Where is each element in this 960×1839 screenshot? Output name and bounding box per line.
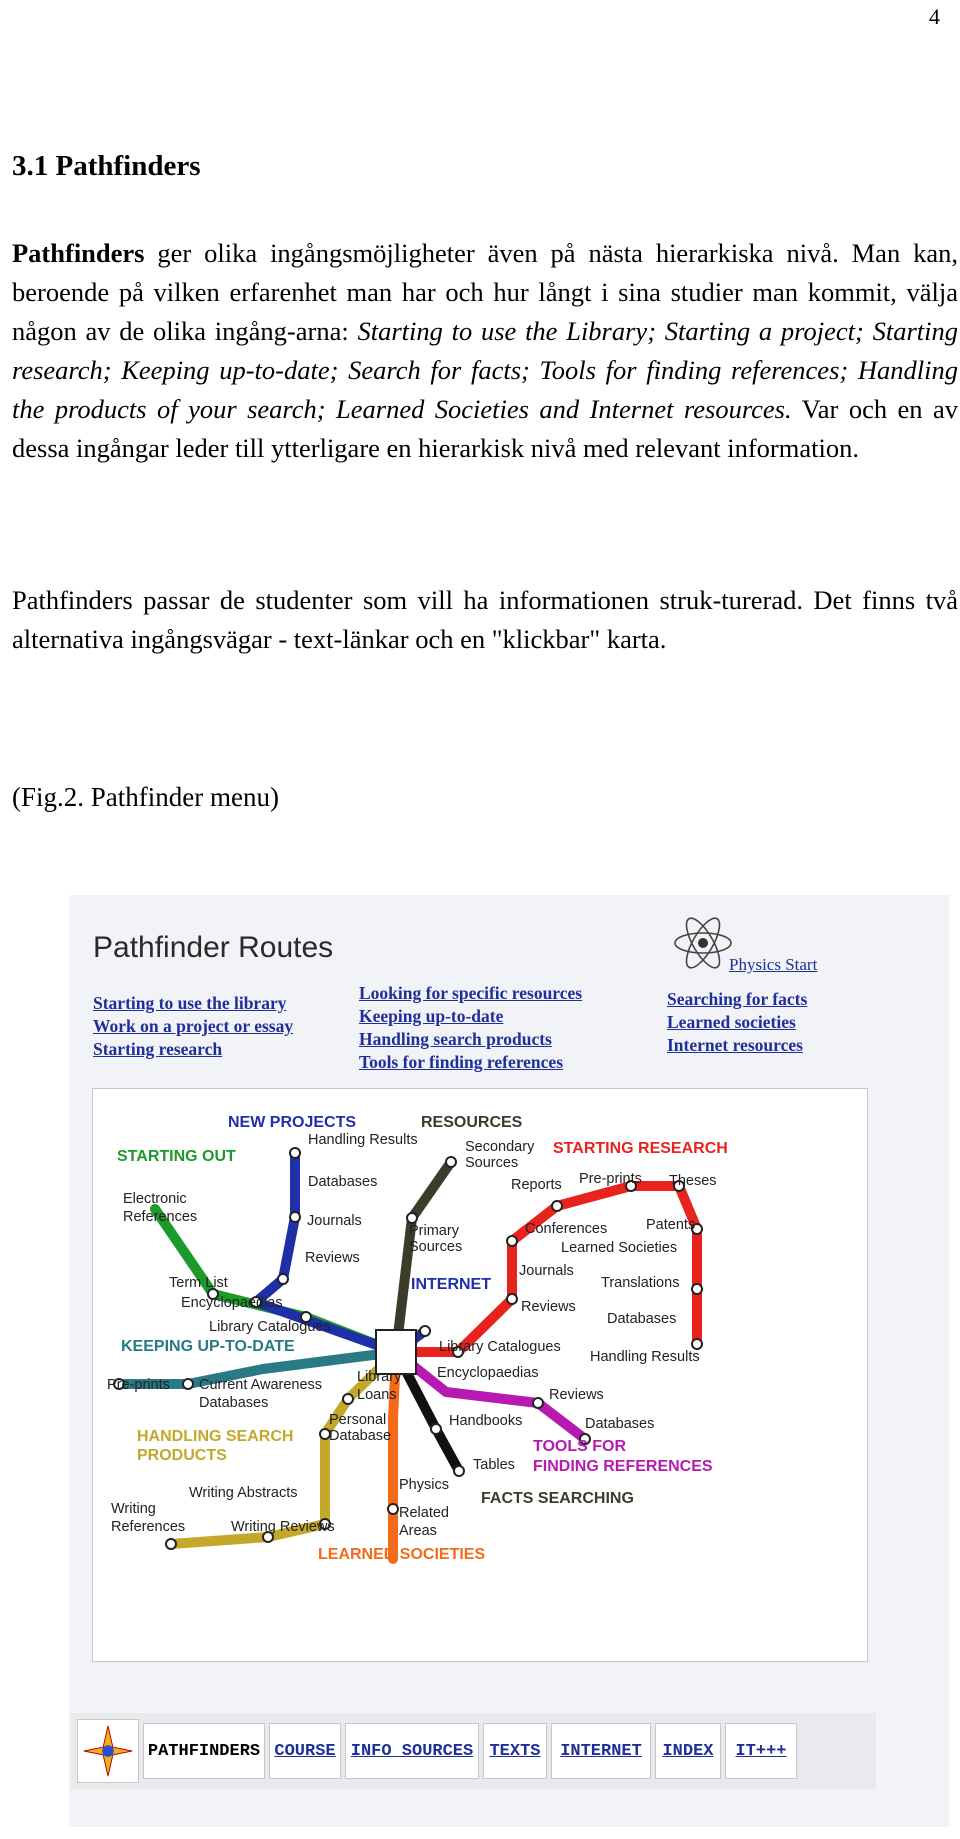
station-label[interactable]: Library Catalogues bbox=[439, 1339, 561, 1355]
station-label[interactable]: Tables bbox=[473, 1457, 515, 1473]
route-link[interactable]: Work on a project or essay bbox=[93, 1016, 294, 1036]
station-label[interactable]: Translations bbox=[601, 1275, 680, 1291]
route-link[interactable]: Handling search products bbox=[359, 1029, 552, 1049]
para1-text-b: Var och en av dessa ingångar leder till ytterligare en hierarkisk nivå med relevant information. bbox=[12, 394, 958, 463]
station-label[interactable]: Reviews bbox=[305, 1250, 360, 1266]
station-dot[interactable] bbox=[290, 1148, 300, 1158]
paragraph-2: Pathfinders passar de studenter som vill ha informationen struk-turerad. Det finns två alternativa ingångsvägar - text-länkar och en "klickbar" karta. bbox=[12, 585, 958, 654]
nav-pathfinders[interactable]: PATHFINDERS bbox=[143, 1723, 265, 1779]
route-link[interactable]: Learned societies bbox=[667, 1012, 796, 1032]
routes-column-2 bbox=[359, 982, 582, 1074]
routes-column-1 bbox=[93, 992, 293, 1061]
station-label[interactable]: Database bbox=[329, 1428, 392, 1444]
station-label[interactable]: Handbooks bbox=[449, 1413, 523, 1429]
route-link[interactable]: Starting to use the library bbox=[93, 993, 287, 1013]
header-new-projects: NEW PROJECTS bbox=[228, 1114, 357, 1131]
bold-lead: Pathfinders bbox=[12, 238, 145, 268]
header-internet: INTERNET bbox=[411, 1276, 491, 1293]
nav-course[interactable]: COURSE bbox=[269, 1723, 341, 1779]
atom-logo-icon[interactable] bbox=[669, 909, 737, 977]
header-starting-research: STARTING RESEARCH bbox=[553, 1140, 728, 1157]
station-label[interactable]: Secondary bbox=[465, 1139, 535, 1155]
station-dot[interactable] bbox=[278, 1274, 288, 1284]
header-handling-2: PRODUCTS bbox=[137, 1447, 227, 1464]
header-tools-1: TOOLS FOR bbox=[533, 1438, 627, 1455]
station-label[interactable]: Databases bbox=[607, 1311, 677, 1327]
pathfinder-figure bbox=[69, 895, 949, 1827]
station-label[interactable]: Journals bbox=[519, 1263, 574, 1279]
section-heading: 3.1 Pathfinders bbox=[12, 150, 201, 182]
paragraph-1 bbox=[12, 234, 958, 468]
route-link[interactable]: Tools for finding references bbox=[359, 1052, 564, 1072]
station-label[interactable]: Conferences bbox=[525, 1221, 608, 1237]
station-label[interactable]: Sources bbox=[409, 1239, 463, 1255]
station-label[interactable]: Areas bbox=[399, 1523, 437, 1539]
station-label[interactable]: Reviews bbox=[549, 1387, 604, 1403]
station-dot[interactable] bbox=[183, 1379, 193, 1389]
station-dot[interactable] bbox=[692, 1284, 702, 1294]
station-label[interactable]: Current Awareness bbox=[199, 1377, 323, 1393]
station-label[interactable]: Pre-prints bbox=[107, 1377, 170, 1393]
station-label[interactable]: References bbox=[123, 1209, 198, 1225]
station-dot[interactable] bbox=[446, 1157, 456, 1167]
station-label[interactable]: Encyclopaedias bbox=[181, 1295, 283, 1311]
routes-column-3 bbox=[667, 988, 807, 1057]
station-dot[interactable] bbox=[407, 1213, 417, 1223]
header-facts: FACTS SEARCHING bbox=[481, 1490, 634, 1507]
station-dot[interactable] bbox=[388, 1504, 398, 1514]
station-label[interactable]: Databases bbox=[199, 1395, 269, 1411]
station-dot[interactable] bbox=[533, 1398, 543, 1408]
route-link[interactable]: Keeping up-to-date bbox=[359, 1006, 504, 1026]
station-label[interactable]: Library Catalogues bbox=[209, 1319, 331, 1335]
para1-italic-list: Starting to use the Library; Starting a project; Starting research; Keeping up-to-date; Search for facts; Tools for finding references; Handling the products of your search; Learned Societies and Internet resources. bbox=[12, 316, 958, 424]
station-label[interactable]: Reports bbox=[511, 1177, 562, 1193]
header-learned: LEARNED SOCIETIES bbox=[318, 1546, 486, 1563]
station-dot[interactable] bbox=[507, 1294, 517, 1304]
nav-info-sources[interactable]: INFO SOURCES bbox=[345, 1723, 479, 1779]
header-handling-1: HANDLING SEARCH bbox=[137, 1428, 294, 1445]
physics-start-link[interactable]: Physics Start bbox=[729, 955, 818, 974]
station-label[interactable]: Databases bbox=[585, 1416, 655, 1432]
station-label[interactable]: Writing bbox=[111, 1501, 156, 1517]
compass-logo-icon[interactable] bbox=[77, 1719, 139, 1783]
station-label[interactable]: Sources bbox=[465, 1155, 519, 1171]
station-label[interactable]: Encyclopaedias bbox=[437, 1365, 539, 1381]
header-tools-2: FINDING REFERENCES bbox=[533, 1458, 713, 1475]
station-label[interactable]: Physics bbox=[399, 1477, 449, 1493]
station-dot[interactable] bbox=[692, 1339, 702, 1349]
para1-text-a: ger olika ingångsmöjligheter även på nästa hierarkiska nivå. Man kan, beroende på vilken erfarenhet man har och hur långt i sina studier man kommit, välja någon av de olika ingång-arna: bbox=[12, 238, 958, 346]
nav-index[interactable]: INDEX bbox=[655, 1723, 721, 1779]
route-link[interactable]: Internet resources bbox=[667, 1035, 803, 1055]
station-label[interactable]: Writing Reviews bbox=[231, 1519, 335, 1535]
station-label[interactable]: Electronic bbox=[123, 1191, 187, 1207]
station-dot[interactable] bbox=[343, 1394, 353, 1404]
station-label[interactable]: Loans bbox=[357, 1387, 397, 1403]
line-resources[interactable] bbox=[396, 1162, 451, 1352]
station-dot[interactable] bbox=[507, 1236, 517, 1246]
central-hub[interactable] bbox=[376, 1330, 416, 1374]
figure-caption: (Fig.2. Pathfinder menu) bbox=[12, 782, 279, 812]
station-label[interactable]: Primary bbox=[409, 1223, 459, 1239]
nav-it[interactable]: IT+++ bbox=[725, 1723, 797, 1779]
header-keeping-up: KEEPING UP-TO-DATE bbox=[121, 1338, 295, 1355]
station-label[interactable]: Handling Results bbox=[590, 1349, 700, 1365]
station-label[interactable]: Personal bbox=[329, 1412, 387, 1428]
station-label[interactable]: Handling Results bbox=[308, 1132, 418, 1148]
station-dot[interactable] bbox=[290, 1212, 300, 1222]
station-label[interactable]: Pre-prints bbox=[579, 1171, 642, 1187]
route-link[interactable]: Starting research bbox=[93, 1039, 223, 1059]
route-link[interactable]: Searching for facts bbox=[667, 989, 808, 1009]
station-label[interactable]: Learned Societies bbox=[561, 1240, 678, 1256]
station-dot[interactable] bbox=[431, 1424, 441, 1434]
station-label[interactable]: Theses bbox=[669, 1173, 717, 1189]
bottom-nav-bar bbox=[71, 1713, 876, 1789]
station-label[interactable]: Writing Abstracts bbox=[189, 1485, 298, 1501]
station-label[interactable]: Reviews bbox=[521, 1299, 576, 1315]
header-resources: RESOURCES bbox=[421, 1114, 523, 1131]
header-starting-out: STARTING OUT bbox=[117, 1148, 236, 1165]
page-number: 4 bbox=[929, 4, 940, 29]
station-label[interactable]: Patents bbox=[646, 1217, 696, 1233]
station-label[interactable]: Library bbox=[357, 1369, 402, 1385]
station-label[interactable]: Related bbox=[399, 1505, 449, 1521]
station-dot[interactable] bbox=[420, 1326, 430, 1336]
station-dot[interactable] bbox=[166, 1539, 176, 1549]
station-dot[interactable] bbox=[552, 1201, 562, 1211]
figure-title: Pathfinder Routes bbox=[93, 931, 334, 964]
route-map-svg[interactable] bbox=[93, 1089, 867, 1661]
nav-texts[interactable]: TEXTS bbox=[483, 1723, 547, 1779]
station-label[interactable]: References bbox=[111, 1519, 186, 1535]
station-dot[interactable] bbox=[454, 1466, 464, 1476]
route-map[interactable] bbox=[92, 1088, 868, 1662]
nav-internet[interactable]: INTERNET bbox=[551, 1723, 651, 1779]
station-label[interactable]: Term List bbox=[169, 1275, 228, 1291]
route-link[interactable]: Looking for specific resources bbox=[359, 983, 583, 1003]
station-label[interactable]: Journals bbox=[307, 1213, 362, 1229]
station-label[interactable]: Databases bbox=[308, 1174, 378, 1190]
